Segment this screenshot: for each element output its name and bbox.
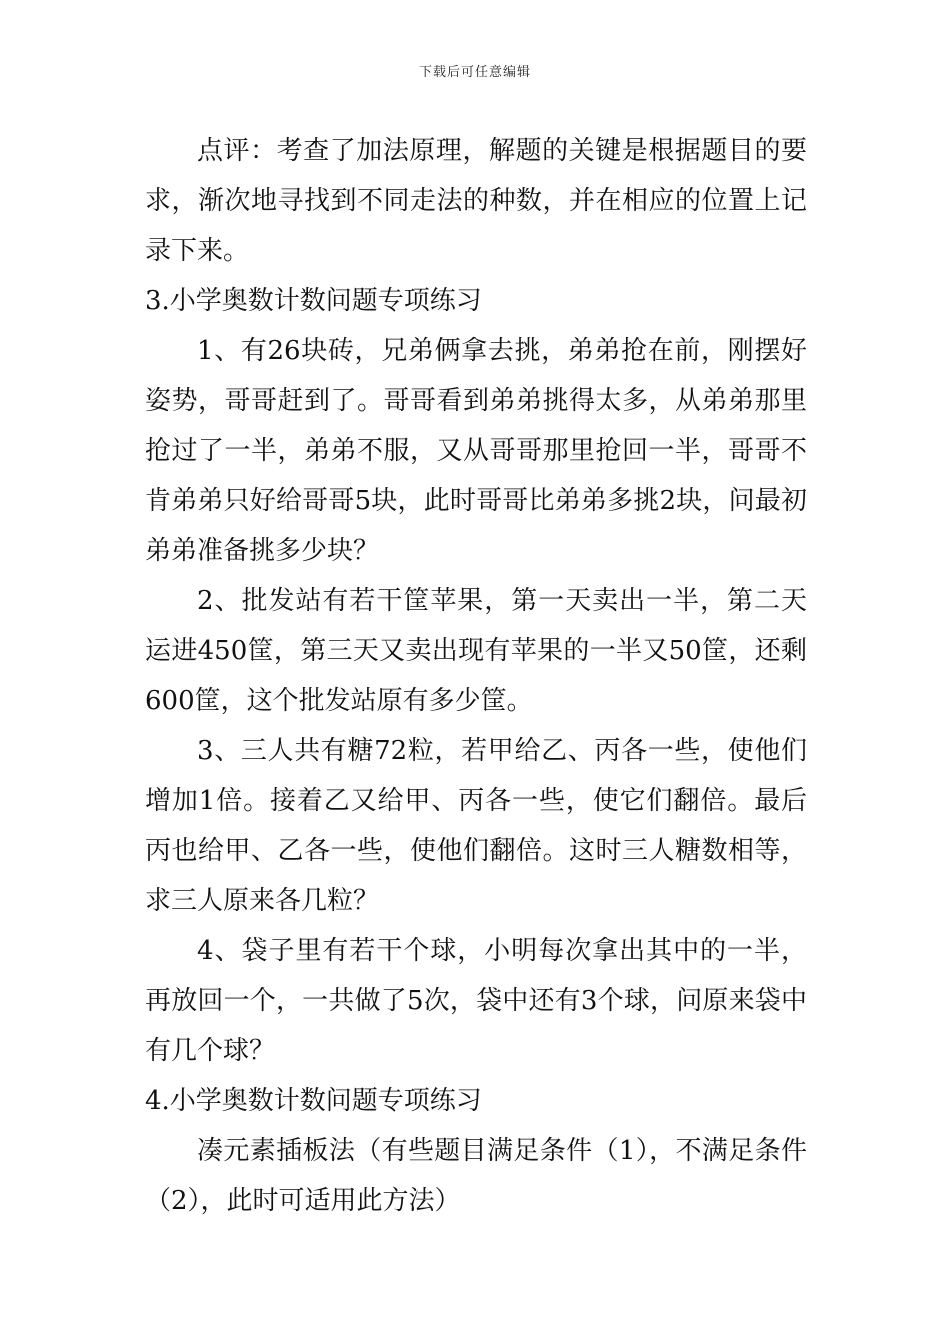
exercise-3: 3、三人共有糖72粒，若甲给乙、丙各一些，使他们增加1倍。接着乙又给甲、丙各一些，使它们翻倍。最后丙也给甲、乙各一些，使他们翻倍。这时三人糖数相等，求三人原来各几粒？ [145, 736, 807, 916]
method-paragraph: 凑元素插板法（有些题目满足条件（1），不满足条件（2），此时可适用此方法） [145, 1136, 807, 1216]
document-body [145, 126, 807, 1226]
exercise-4: 4、袋子里有若干个球，小明每次拿出其中的一半，再放回一个，一共做了5次，袋中还有3个球，问原来袋中有几个球？ [145, 936, 807, 1066]
exercise-2: 2、批发站有若干筐苹果，第一天卖出一半，第二天运进450筐，第三天又卖出现有苹果的一半又50筐，还剩600筐，这个批发站原有多少筐。 [145, 586, 807, 716]
exercise-1: 1、有26块砖，兄弟俩拿去挑，弟弟抢在前，刚摆好姿势，哥哥赶到了。哥哥看到弟弟挑得太多，从弟弟那里抢过了一半，弟弟不服，又从哥哥那里抢回一半，哥哥不肯弟弟只好给哥哥5块，此时哥哥比弟弟多挑2块，问最初弟弟准备挑多少块？ [145, 336, 807, 566]
section-heading-4: 4.小学奥数计数问题专项练习 [145, 1086, 482, 1116]
review-paragraph: 点评：考查了加法原理，解题的关键是根据题目的要求，渐次地寻找到不同走法的种数，并在相应的位置上记录下来。 [145, 136, 807, 266]
section-heading-3: 3.小学奥数计数问题专项练习 [145, 286, 482, 316]
page-header: 下载后可任意编辑 [418, 65, 531, 80]
